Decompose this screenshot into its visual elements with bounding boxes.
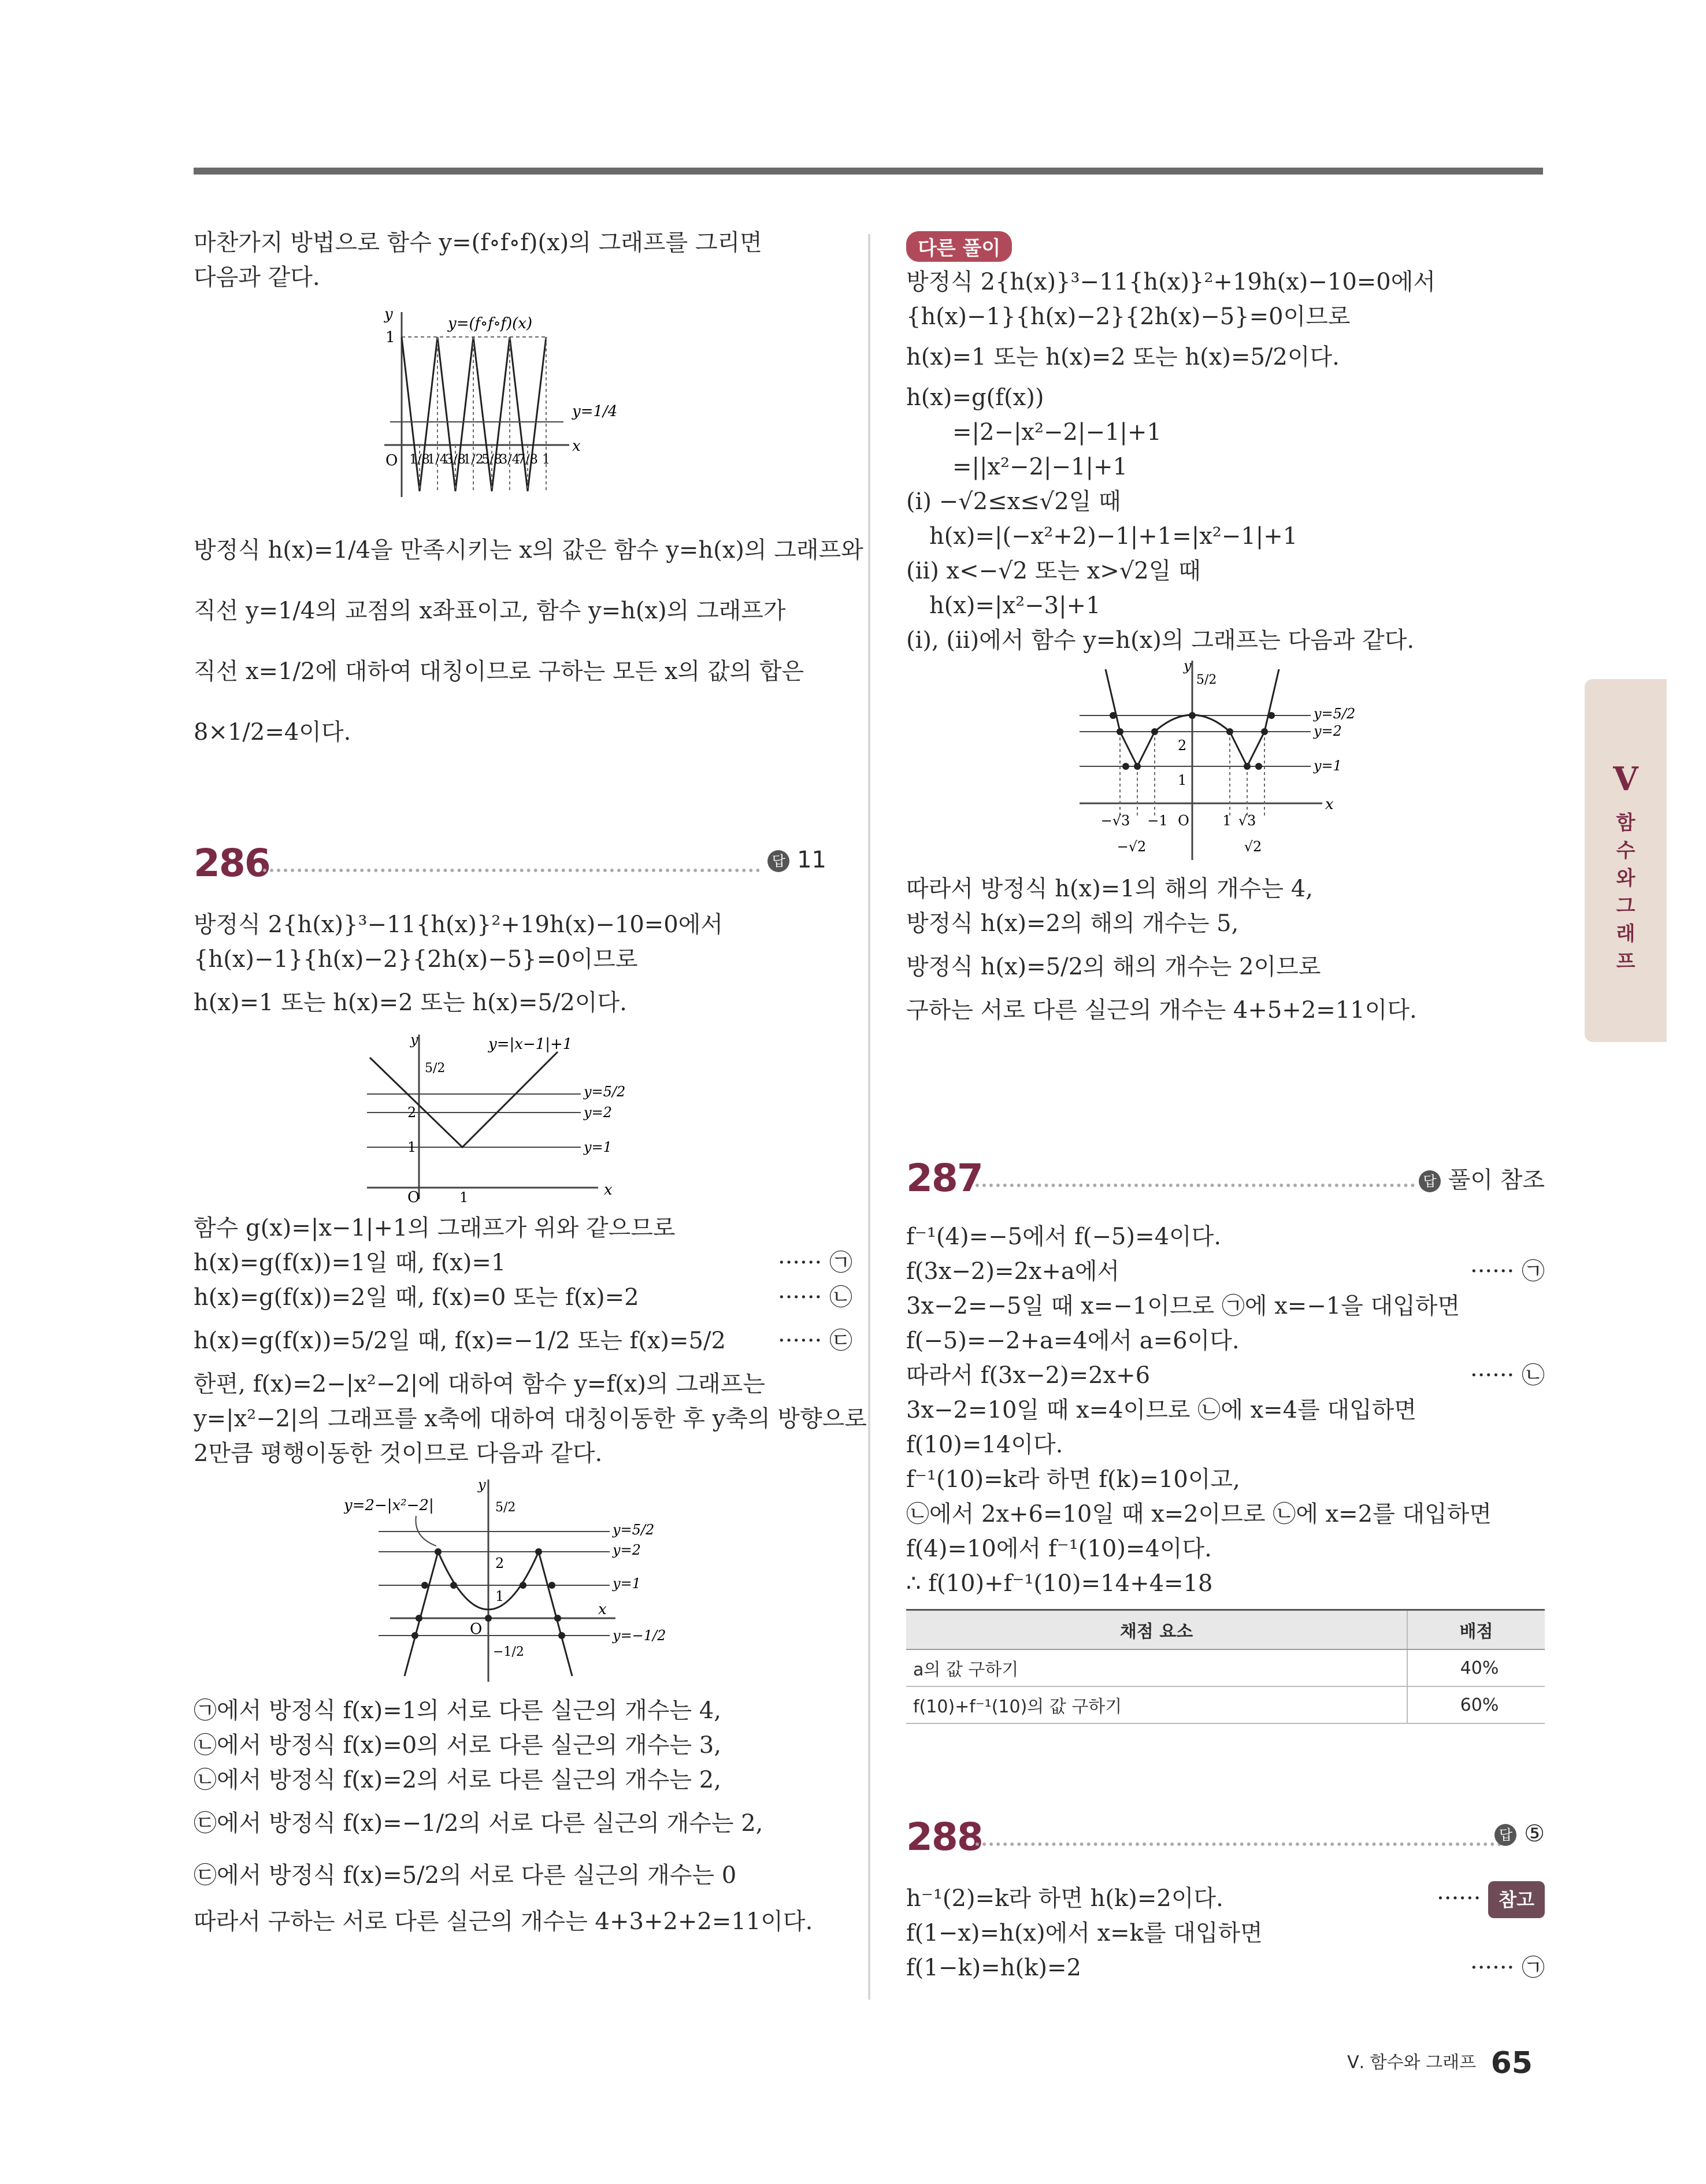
x-tick: −1	[1147, 813, 1168, 829]
text-line: {h(x)−1}{h(x)−2}{2h(x)−5}=0이므로	[194, 946, 638, 973]
text-line: h(x)=|x²−3|+1	[906, 592, 1101, 619]
para-line: 방정식 h(x)=1/4을 만족시키는 x의 값은 함수 y=h(x)의 그래프와	[194, 537, 863, 563]
problem-287-heading	[906, 1156, 1545, 1214]
para-line: 직선 x=1/2에 대하여 대칭이므로 구하는 모든 x의 값의 합은	[194, 658, 804, 685]
x-tick: √3	[1238, 813, 1256, 829]
origin-label: O	[407, 1189, 420, 1205]
score-points: 60%	[1407, 1686, 1545, 1723]
x-tick: 3/4	[499, 453, 520, 467]
alt-solution-tag: 다른 풀이	[906, 231, 1012, 262]
x-tick: 3/8	[445, 453, 466, 467]
text-line: f(1−x)=h(x)에서 x=k를 대입하면	[906, 1920, 1263, 1946]
score-points: 40%	[1407, 1649, 1545, 1686]
y-tick: 2	[495, 1555, 505, 1571]
text-line: ㉢에서 방정식 f(x)=−1/2의 서로 다른 실근의 개수는 2,	[194, 1810, 763, 1837]
heading-dots	[976, 1184, 1415, 1187]
top-rule	[194, 168, 1543, 175]
text-line: 따라서 방정식 h(x)=1의 해의 개수는 4,	[906, 876, 1313, 902]
problem-288-body	[906, 1881, 1545, 1985]
score-table	[906, 1609, 1545, 1724]
text-line: (ⅰ) −√2≤x≤√2일 때	[906, 488, 1121, 515]
reference-tag: 참고	[1488, 1881, 1545, 1918]
line-label: y=1	[613, 1575, 641, 1592]
text-line: f⁻¹(4)=−5에서 f(−5)=4이다.	[906, 1223, 1222, 1250]
text-line: 함수 g(x)=|x−1|+1의 그래프가 위와 같으므로	[194, 1215, 676, 1241]
text-line: 방정식 2{h(x)}³−11{h(x)}²+19h(x)−10=0에서	[906, 269, 1436, 295]
line-label: y=2	[584, 1104, 612, 1121]
text-line: 방정식 2{h(x)}³−11{h(x)}²+19h(x)−10=0에서	[194, 911, 724, 938]
origin-label: O	[470, 1621, 483, 1638]
chapter-title: 함 수 와 그 래 프	[1616, 811, 1635, 973]
text-line: f(−5)=−2+a=4에서 a=6이다.	[906, 1328, 1240, 1354]
score-item: f(10)+f⁻¹(10)의 값 구하기	[906, 1686, 1407, 1723]
problem-286-heading	[194, 841, 826, 899]
chapter-roman: V	[1613, 760, 1638, 798]
line-label: y=2	[613, 1542, 641, 1558]
problem-286-body	[194, 907, 867, 1942]
y-axis-label: y	[384, 306, 393, 323]
line-label: y=1	[584, 1139, 612, 1155]
page-number: 65	[1490, 2046, 1533, 2081]
y-tick: −1/2	[493, 1645, 524, 1659]
text-line: ㉡에서 방정식 f(x)=0의 서로 다른 실근의 개수는 3,	[194, 1732, 721, 1759]
intro-line: 다음과 같다.	[194, 264, 320, 291]
text-line: h(x)=g(f(x))=1일 때, f(x)=1 ······ ㉠	[194, 1249, 852, 1276]
func-label: y=|x−1|+1	[488, 1036, 573, 1053]
text-line: f(10)=14이다.	[906, 1432, 1063, 1458]
text-line: h⁻¹(2)=k라 하면 h(k)=2이다. ······ 참고	[906, 1881, 1545, 1916]
text-line: 방정식 h(x)=5/2의 해의 개수는 2이므로	[906, 954, 1321, 980]
graph-h	[1080, 658, 1545, 866]
text-line: h(x)=1 또는 h(x)=2 또는 h(x)=5/2이다.	[906, 344, 1340, 370]
heading-dots	[976, 1842, 1501, 1846]
text-line: ㉠에서 방정식 f(x)=1의 서로 다른 실근의 개수는 4,	[194, 1697, 721, 1724]
x-tick: 1/2	[463, 453, 484, 467]
x-tick: −√2	[1117, 839, 1147, 855]
x-axis-label: x	[572, 437, 581, 455]
y-tick: 5/2	[495, 1500, 516, 1515]
graph-fff	[373, 301, 852, 509]
graph-abs	[367, 1032, 852, 1205]
answer-badge: 답	[1419, 1170, 1441, 1192]
text-line: (ⅰ), (ⅱ)에서 함수 y=h(x)의 그래프는 다음과 같다.	[906, 627, 1415, 654]
text-line: 방정식 h(x)=2의 해의 개수는 5,	[906, 910, 1239, 937]
text-line: =||x²−2|−1|+1	[906, 454, 1128, 480]
para-line: 8×1/2=4이다.	[194, 719, 351, 746]
origin-label: O	[385, 452, 398, 469]
text-line: ㉡에서 2x+6=10일 때 x=2이므로 ㉡에 x=2를 대입하면	[906, 1501, 1492, 1527]
x-axis-label: x	[598, 1601, 607, 1618]
y-tick: 5/2	[1196, 673, 1217, 687]
text-line: 구하는 서로 다른 실근의 개수는 4+5+2=11이다.	[906, 997, 1417, 1024]
y-tick: 5/2	[425, 1061, 446, 1076]
x-tick: −√3	[1100, 813, 1130, 829]
text-line: h(x)=g(f(x))=2일 때, f(x)=0 또는 f(x)=2 ······ ㉡	[194, 1284, 852, 1311]
text-line: 3x−2=−5일 때 x=−1이므로 ㉠에 x=−1을 대입하면	[906, 1293, 1460, 1319]
text-line: f(3x−2)=2x+a에서 ······ ㉠	[906, 1258, 1545, 1285]
func-label: y=(f∘f∘f)(x)	[448, 315, 533, 332]
line-label: y=2	[1314, 723, 1342, 739]
text-line: ∴ f(10)+f⁻¹(10)=14+4=18	[906, 1570, 1213, 1597]
x-tick: 1/4	[427, 453, 448, 467]
problem-number: 286	[194, 841, 270, 885]
problem-number: 287	[906, 1156, 982, 1200]
x-tick: 1	[542, 453, 550, 467]
answer-value: 11	[797, 847, 826, 873]
answer-value: ⑤	[1524, 1820, 1545, 1847]
y-axis-label: y	[410, 1032, 418, 1048]
x-tick: 1/8	[409, 453, 430, 467]
table-row	[906, 1686, 1545, 1723]
text-line: y=|x²−2|의 그래프를 x축에 대하여 대칭이동한 후 y축의 방향으로	[194, 1406, 867, 1432]
text-line: f(1−k)=h(k)=2 ······ ㉠	[906, 1955, 1545, 1981]
left-column	[194, 225, 863, 763]
text-line: 따라서 f(3x−2)=2x+6 ······ ㉡	[906, 1362, 1545, 1389]
text-line: (ⅱ) x<−√2 또는 x>√2일 때	[906, 558, 1201, 584]
score-header: 배점	[1407, 1610, 1545, 1650]
text-line: f(4)=10에서 f⁻¹(10)=4이다.	[906, 1536, 1212, 1562]
text-line: ㉡에서 방정식 f(x)=2의 서로 다른 실근의 개수는 2,	[194, 1767, 721, 1793]
score-item: a의 값 구하기	[906, 1649, 1407, 1686]
line-label: y=5/2	[613, 1522, 655, 1538]
y-tick: 1	[1178, 772, 1187, 788]
y-tick: 2	[407, 1104, 417, 1121]
text-line: =|2−|x²−2|−1|+1	[906, 419, 1162, 446]
problem-288-heading	[906, 1815, 1545, 1872]
intro-line: 마찬가지 방법으로 함수 y=(f∘f∘f)(x)의 그래프를 그리면	[194, 229, 762, 256]
y-axis-label: y	[1184, 658, 1192, 674]
footer-chapter: Ⅴ. 함수와 그래프	[1347, 2052, 1477, 2073]
y-tick: 1	[407, 1139, 417, 1155]
right-column	[906, 231, 1545, 1028]
text-line: ㉢에서 방정식 f(x)=5/2의 서로 다른 실근의 개수는 0	[194, 1862, 737, 1889]
answer-value: 풀이 참조	[1448, 1167, 1545, 1193]
text-line: 2만큼 평행이동한 것이므로 다음과 같다.	[194, 1440, 603, 1467]
score-header: 채점 요소	[906, 1610, 1407, 1650]
x-axis-label: x	[604, 1181, 613, 1199]
para-line: 직선 y=1/4의 교점의 x좌표이고, 함수 y=h(x)의 그래프가	[194, 598, 786, 624]
func-label: y=2−|x²−2|	[344, 1497, 434, 1514]
column-divider	[868, 234, 870, 2000]
x-tick: √2	[1244, 839, 1262, 855]
text-line: h(x)=|(−x²+2)−1|+1=|x²−1|+1	[906, 523, 1298, 550]
y-tick: 1	[385, 329, 395, 346]
x-tick: 1	[1222, 813, 1232, 829]
y-tick: 2	[1178, 737, 1187, 754]
line-label: y=5/2	[1314, 706, 1356, 722]
x-tick: O	[1178, 813, 1189, 829]
chapter-side-tab	[1585, 679, 1667, 1042]
problem-287-body	[906, 1219, 1545, 1724]
x-axis-label: x	[1325, 796, 1334, 813]
line-label: y=1	[1314, 758, 1342, 774]
line-label: y=−1/2	[613, 1627, 666, 1644]
y-axis-label: y	[478, 1477, 486, 1493]
x-tick: 5/8	[481, 453, 502, 467]
line-label: y=1/4	[572, 403, 618, 420]
y-tick: 1	[495, 1588, 505, 1604]
x-tick: 1	[459, 1189, 469, 1205]
text-line: f⁻¹(10)=k라 하면 f(k)=10이고,	[906, 1466, 1240, 1493]
answer	[767, 847, 826, 873]
problem-number: 288	[906, 1815, 982, 1859]
text-line: 따라서 구하는 서로 다른 실근의 개수는 4+3+2+2=11이다.	[194, 1908, 813, 1935]
text-line: 한편, f(x)=2−|x²−2|에 대하여 함수 y=f(x)의 그래프는	[194, 1371, 765, 1397]
answer-badge: 답	[767, 850, 789, 872]
text-line: 3x−2=10일 때 x=4이므로 ㉡에 x=4를 대입하면	[906, 1397, 1417, 1423]
text-line: {h(x)−1}{h(x)−2}{2h(x)−5}=0이므로	[906, 303, 1351, 330]
heading-dots	[263, 869, 760, 872]
page-footer	[1347, 2046, 1533, 2081]
answer-badge: 답	[1494, 1824, 1516, 1846]
answer	[1419, 1162, 1545, 1195]
text-line: h(x)=1 또는 h(x)=2 또는 h(x)=5/2이다.	[194, 989, 627, 1016]
x-tick: 7/8	[517, 453, 538, 467]
line-label: y=5/2	[584, 1084, 626, 1100]
text-line: h(x)=g(f(x))=5/2일 때, f(x)=−1/2 또는 f(x)=5/2 ······ ㉢	[194, 1328, 852, 1354]
answer	[1494, 1820, 1545, 1847]
text-line: h(x)=g(f(x))	[906, 384, 1044, 411]
graph-f	[344, 1477, 852, 1685]
table-row	[906, 1649, 1545, 1686]
